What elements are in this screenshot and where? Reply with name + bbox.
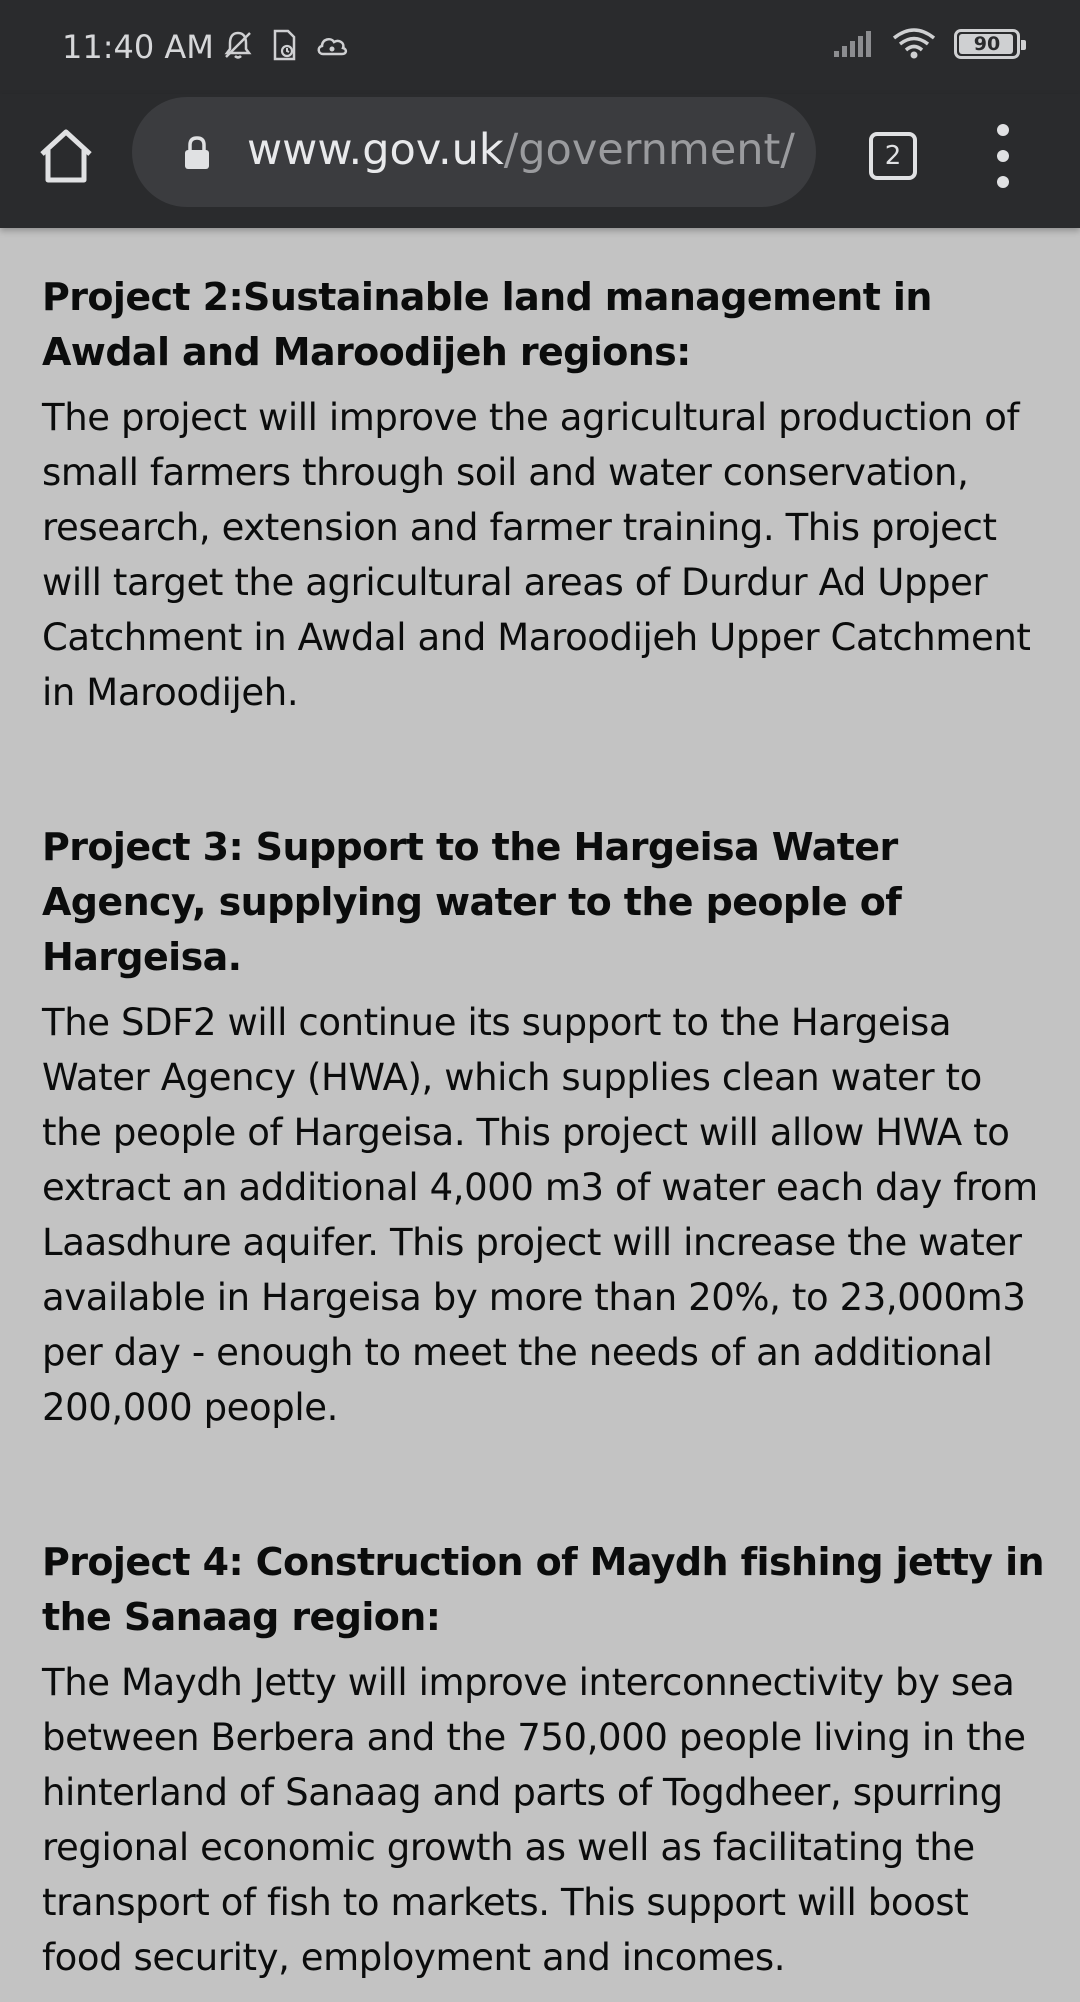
menu-dot bbox=[997, 176, 1009, 188]
overflow-menu-button[interactable] bbox=[985, 124, 1021, 188]
home-button[interactable] bbox=[36, 126, 96, 186]
url-bar[interactable] bbox=[132, 97, 816, 207]
project-description: The Maydh Jetty will improve interconnectivity by sea between Berbera and the 750,000 people living in the hinterland of Sanaag and parts of Togdheer, spurring regional economic growth as well as facilitating the transport of fish to markets. This support will boost food security, employment and incomes. bbox=[42, 1661, 1026, 1979]
home-icon bbox=[36, 126, 96, 186]
cloud-icon bbox=[314, 30, 350, 60]
battery-icon bbox=[954, 29, 1020, 59]
status-system-icons bbox=[832, 28, 1020, 60]
project-description: The project will improve the agricultural production of small farmers through soil and water conservation, research, extension and farmer training. This project will target the agricultural areas of Durdur Ad Upper Catchment in Awdal and Maroodijeh Upper Catchment in Maroodijeh. bbox=[42, 396, 1031, 714]
tab-count: 2 bbox=[884, 141, 902, 171]
project-heading: Project 4: Construction of Maydh fishing jetty in the Sanaag region: bbox=[42, 1540, 1044, 1639]
bell-off-icon bbox=[222, 29, 254, 61]
project-section bbox=[42, 1535, 1052, 1985]
project-section bbox=[42, 270, 1052, 720]
status-bar bbox=[0, 0, 1080, 94]
tab-switcher-button[interactable] bbox=[869, 132, 917, 180]
battery-level: 90 bbox=[973, 33, 1001, 55]
status-notification-icons bbox=[222, 28, 350, 62]
page-content bbox=[42, 228, 1052, 1985]
browser-toolbar bbox=[0, 94, 1080, 228]
project-heading: Project 2:Sustainable land management in Awdal and Maroodijeh regions: bbox=[42, 275, 932, 374]
lock-icon bbox=[182, 135, 212, 171]
wifi-icon bbox=[892, 28, 936, 60]
url-text[interactable] bbox=[247, 125, 797, 175]
project-section bbox=[42, 820, 1052, 1435]
signal-icon bbox=[832, 29, 874, 59]
project-heading: Project 3: Support to the Hargeisa Water Agency, supplying water to the people of Hargeisa. bbox=[42, 825, 902, 979]
sim-card-icon bbox=[268, 28, 300, 62]
url-path: /government/ bbox=[503, 125, 795, 175]
project-description: The SDF2 will continue its support to the Hargeisa Water Agency (HWA), which supplies clean water to the people of Hargeisa. This project will allow HWA to extract an additional 4,000 m3 of water each day from Laasdhure aquifer. This project will increase the water available in Hargeisa by more than 20%, to 23,000m3 per day - enough to meet the needs of an additional 200,000 people. bbox=[42, 1001, 1038, 1429]
status-time: 11:40 AM bbox=[62, 28, 214, 66]
menu-dot bbox=[997, 150, 1009, 162]
menu-dot bbox=[997, 124, 1009, 136]
url-host: www.gov.uk bbox=[247, 125, 504, 175]
